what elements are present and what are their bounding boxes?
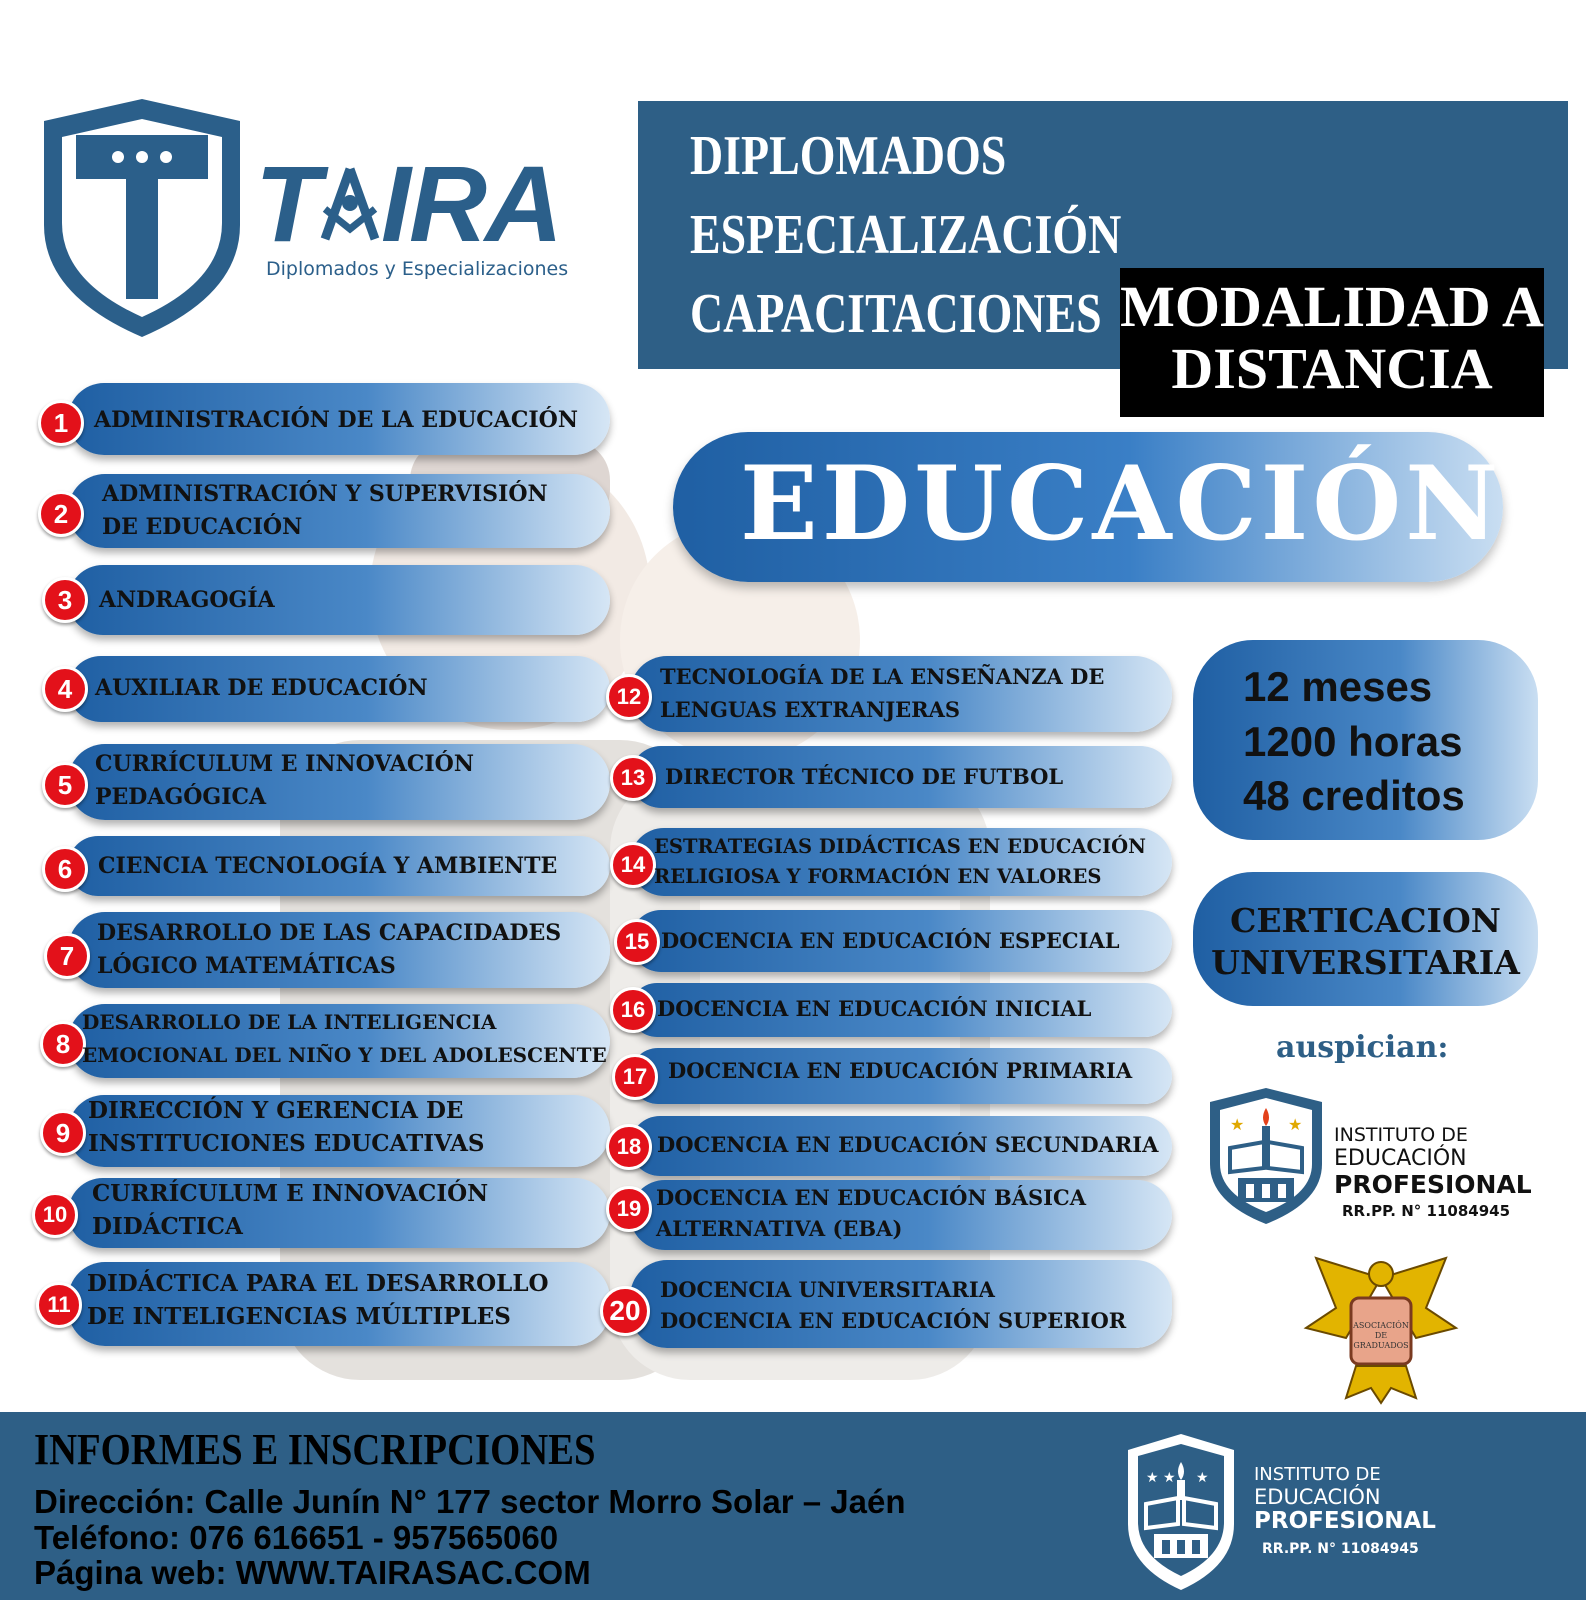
course-1-line-1: ADMINISTRACIÓN DE LA EDUCACIÓN: [94, 407, 578, 433]
course-number-5: 5: [42, 762, 88, 808]
course-10-line-1: CURRÍCULUM E INNOVACIÓN: [92, 1180, 489, 1207]
institute-name-line2: EDUCACIÓN: [1334, 1146, 1467, 1171]
course-7-line-1: DESARROLLO DE LAS CAPACIDADES: [97, 920, 562, 946]
course-title-4: [95, 672, 428, 705]
svg-text:ASOCIACIÓN: ASOCIACIÓN: [1353, 1321, 1409, 1330]
footer-institute-line2: EDUCACIÓN: [1254, 1485, 1381, 1509]
course-8-line-2: EMOCIONAL DEL NIÑO Y DEL ADOLESCENTE: [82, 1043, 607, 1067]
course-title-8: [82, 1006, 607, 1072]
course-title-9: [88, 1094, 485, 1160]
course-title-7: [97, 917, 561, 983]
course-title-11: [87, 1267, 549, 1333]
course-title-16: [657, 992, 1091, 1025]
footer-institute-shield-logo: [1126, 1432, 1236, 1592]
footer-institute-line1: INSTITUTO DE: [1254, 1464, 1381, 1485]
course-number-1: 1: [38, 400, 84, 446]
course-11-line-1: DIDÁCTICA PARA EL DESARROLLO: [87, 1270, 549, 1297]
course-title-18: [657, 1128, 1158, 1161]
course-20-line-2: DOCENCIA EN EDUCACIÓN SUPERIOR: [660, 1308, 1127, 1333]
course-number-8: 8: [40, 1021, 86, 1067]
course-12-line-1: TECNOLOGÍA DE LA ENSEÑANZA DE: [660, 664, 1105, 689]
course-11-line-2: DE INTELIGENCIAS MÚLTIPLES: [87, 1303, 511, 1330]
header-line-capacitaciones: CAPACITACIONES: [690, 283, 1102, 345]
sponsors-label: auspician:: [1276, 1030, 1449, 1065]
course-number-16: 16: [610, 987, 656, 1033]
course-8-line-1: DESARROLLO DE LA INTELIGENCIA: [82, 1010, 497, 1034]
course-9-line-1: DIRECCIÓN Y GERENCIA DE: [88, 1097, 464, 1124]
course-title-6: [98, 850, 557, 883]
duration-months: 12 meses: [1243, 663, 1433, 710]
course-10-line-2: DIDÁCTICA: [92, 1213, 243, 1240]
course-19-line-2: ALTERNATIVA (EBA): [656, 1216, 903, 1241]
duration-credits: 48 creditos: [1243, 772, 1465, 819]
course-number-2: 2: [38, 491, 84, 537]
course-number-18: 18: [606, 1124, 652, 1170]
modality-box: [1120, 268, 1544, 417]
course-20-line-1: DOCENCIA UNIVERSITARIA: [660, 1277, 995, 1302]
compass-square-icon: [319, 165, 381, 245]
course-5-line-1: CURRÍCULUM E INNOVACIÓN: [95, 751, 474, 777]
course-14-line-2: RELIGIOSA Y FORMACIÓN EN VALORES: [654, 865, 1102, 888]
course-9-line-2: INSTITUCIONES EDUCATIVAS: [88, 1130, 485, 1157]
area-title: EDUCACIÓN: [740, 444, 1503, 564]
course-3-line-1: ANDRAGOGÍA: [99, 587, 275, 613]
header-line-especializacion: ESPECIALIZACIÓN: [690, 204, 1122, 266]
svg-text:★: ★: [1230, 1115, 1245, 1134]
institute-name-line3: PROFESIONAL: [1334, 1170, 1532, 1199]
svg-text:★: ★: [1196, 1470, 1209, 1486]
footer-title: INFORMES E INSCRIPCIONES: [34, 1425, 596, 1474]
course-title-17: [668, 1054, 1132, 1087]
course-number-13: 13: [610, 755, 656, 801]
course-4-line-1: AUXILIAR DE EDUCACIÓN: [95, 675, 428, 701]
course-title-1: [94, 404, 578, 437]
institute-registry: RR.PP. N° 11084945: [1342, 1202, 1511, 1220]
course-19-line-1: DOCENCIA EN EDUCACIÓN BÁSICA: [656, 1185, 1086, 1210]
course-title-15: [661, 924, 1120, 957]
course-number-14: 14: [610, 842, 656, 888]
certification-line1: CERTICACION: [1230, 901, 1501, 940]
course-12-line-2: LENGUAS EXTRANJERAS: [660, 697, 961, 722]
brand-name: [255, 143, 561, 264]
footer-institute-line3: PROFESIONAL: [1254, 1508, 1436, 1534]
course-title-20: [660, 1274, 1126, 1336]
course-number-19: 19: [606, 1186, 652, 1232]
course-number-9: 9: [40, 1110, 86, 1156]
course-2-line-2: DE EDUCACIÓN: [102, 514, 303, 540]
course-number-20: 20: [600, 1286, 650, 1336]
course-number-12: 12: [606, 674, 652, 720]
course-number-4: 4: [42, 666, 88, 712]
modality-line1: MODALIDAD A: [1120, 274, 1544, 339]
svg-text:★ ★: ★ ★: [1146, 1470, 1176, 1486]
course-title-2: [102, 478, 548, 544]
graduates-association-seal: [1296, 1248, 1466, 1408]
course-title-19: [656, 1182, 1086, 1244]
institute-name-line1: INSTITUTO DE: [1334, 1124, 1468, 1146]
duration-hours: 1200 horas: [1243, 718, 1463, 765]
course-number-15: 15: [614, 919, 660, 965]
brand-tagline: Diplomados y Especializaciones: [266, 258, 569, 280]
course-number-3: 3: [42, 577, 88, 623]
course-17-line-1: DOCENCIA EN EDUCACIÓN PRIMARIA: [668, 1058, 1133, 1083]
certification-line2: UNIVERSITARIA: [1211, 943, 1520, 982]
course-number-17: 17: [612, 1054, 658, 1100]
svg-text:DE: DE: [1374, 1331, 1388, 1340]
header-line-diplomados: DIPLOMADOS: [690, 125, 1007, 187]
course-title-3: [99, 584, 275, 617]
course-15-line-1: DOCENCIA EN EDUCACIÓN ESPECIAL: [661, 928, 1120, 953]
course-number-7: 7: [44, 933, 90, 979]
taira-shield-logo: [40, 95, 245, 340]
course-number-6: 6: [42, 846, 88, 892]
modality-line2: DISTANCIA: [1171, 336, 1493, 401]
course-title-10: [92, 1177, 488, 1243]
course-13-line-1: DIRECTOR TÉCNICO DE FUTBOL: [665, 764, 1064, 789]
course-5-line-2: PEDAGÓGICA: [95, 784, 267, 810]
course-title-13: [665, 760, 1063, 793]
footer-phone: Teléfono: 076 616651 - 957565060: [34, 1519, 559, 1556]
course-title-5: [95, 748, 474, 814]
svg-text:★: ★: [1288, 1115, 1303, 1134]
course-2-line-1: ADMINISTRACIÓN Y SUPERVISIÓN: [102, 481, 548, 507]
footer-website: Página web: WWW.TAIRASAC.COM: [34, 1554, 591, 1591]
course-18-line-1: DOCENCIA EN EDUCACIÓN SECUNDARIA: [657, 1132, 1159, 1157]
course-16-line-1: DOCENCIA EN EDUCACIÓN INICIAL: [657, 996, 1092, 1021]
institute-shield-logo: [1206, 1086, 1326, 1226]
course-7-line-2: LÓGICO MATEMÁTICAS: [97, 953, 396, 979]
svg-text:GRADUADOS: GRADUADOS: [1353, 1341, 1409, 1350]
footer-address: Dirección: Calle Junín N° 177 sector Morro Solar – Jaén: [34, 1483, 906, 1520]
course-title-12: [660, 660, 1104, 726]
course-6-line-1: CIENCIA TECNOLOGÍA Y AMBIENTE: [98, 853, 558, 879]
footer-institute-registry: RR.PP. N° 11084945: [1262, 1541, 1419, 1557]
course-title-14: [654, 832, 1146, 892]
course-number-10: 10: [32, 1192, 78, 1238]
course-14-line-1: ESTRATEGIAS DIDÁCTICAS EN EDUCACIÓN: [654, 835, 1146, 858]
brand-name-right: IRA: [380, 143, 561, 264]
course-number-11: 11: [36, 1282, 82, 1328]
brand-name-left: T: [255, 143, 319, 264]
